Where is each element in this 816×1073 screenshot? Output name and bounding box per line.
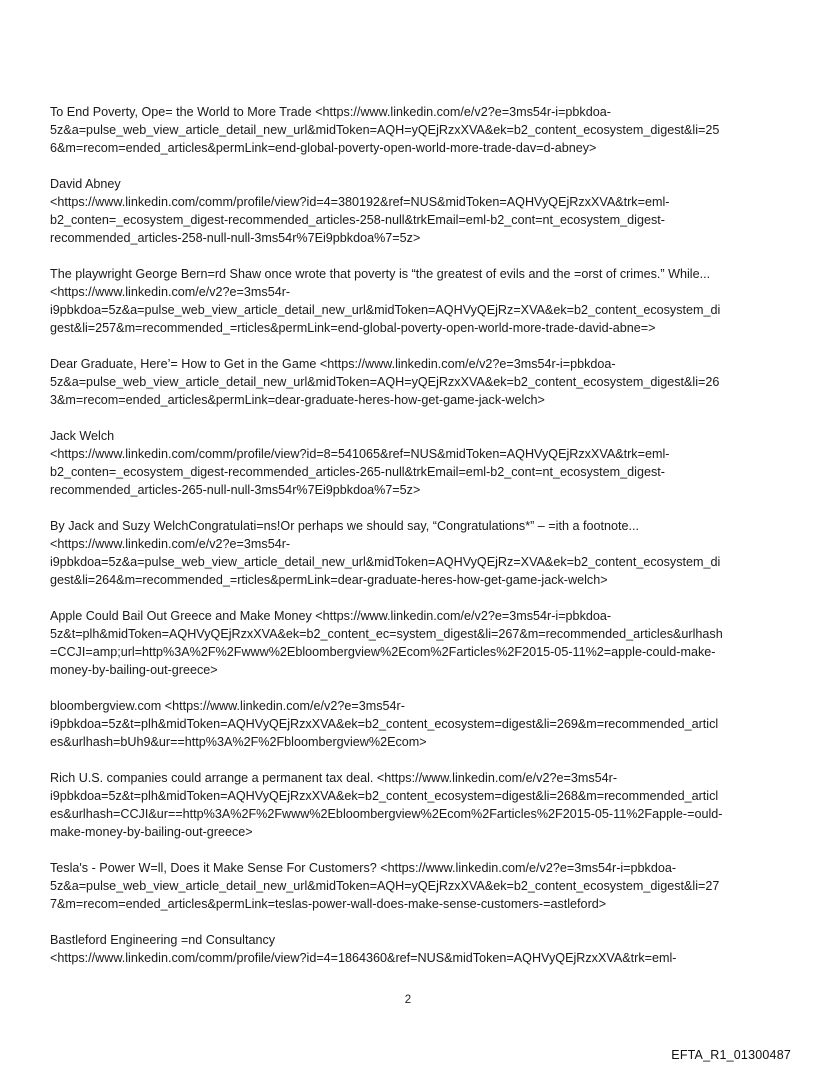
paragraph-author-david-abney: David Abney <https://www.linkedin.com/comm/profile/view?id=4=380192&ref=NUS&midToken=AQHVyQEjRzxXVA&trk=eml- b2_conten=_ecosystem_digest-recommended_articles-258-null&trkEmail=eml-b2_cont=nt_ecosystem_digest- recommended_articles-258-null-null-3ms54r%7Ei9pbkdoa%7=5z> <box>50 177 670 245</box>
paragraph-article-apple-greece-link: Apple Could Bail Out Greece and Make Money <https://www.linkedin.com/e/v2?e=3ms54r-i=pbkdoa- 5z&t=plh&midToken=AQHVyQEjRzxXVA&ek=b2_content_ec=system_digest&li=267&m=recommended_articles&urlhash =CCJI=amp;url=http%3A%2F%2Fwww%2Ebloombergview%2Ecom%2Farticles%2F2015-05-11%2=apple-could-make- money-by-bailing-out-greece> <box>50 609 723 677</box>
paragraph-bloombergview-link: bloombergview.com <https://www.linkedin.com/e/v2?e=3ms54r- i9pbkdoa=5z&t=plh&midToken=AQHVyQEjRzxXVA&ek=b2_content_ecosystem=digest&li=269&m=recommended_articl es&urlhash=bUh9&ur==http%3A%2F%2Fbloombergview%2Ecom> <box>50 699 719 749</box>
page-number: 2 <box>404 994 412 1006</box>
paragraph-apple-excerpt: Rich U.S. companies could arrange a permanent tax deal. <https://www.linkedin.com/e/v2?e=3ms54r- i9pbkdoa=5z&t=plh&midToken=AQHVyQEjRzxXVA&ek=b2_content_ecosystem=digest&li=268&m=recommended_articl es&urlhash=CCJI&ur==http%3A%2F%2Fwww%2Ebloombergview%2Ecom%2Farticles%2F2015-05-11%2Fapple-=ould- make-money-by-bailing-out-greece> <box>50 771 723 839</box>
paragraph-poverty-excerpt: The playwright George Bern=rd Shaw once wrote that poverty is “the greatest of evils and the =orst of crimes.” While... <https://www.linkedin.com/e/v2?e=3ms54r- i9pbkdoa=5z&a=pulse_web_view_article_detail_new_url&midToken=AQHVyQEjRz=XVA&ek=b2_content_ecosystem_di gest&li=257&m=recommended_=rticles&permLink=end-global-poverty-open-world-more-trade-david-abne=> <box>50 267 721 335</box>
paragraph-article-poverty-link: To End Poverty, Ope= the World to More Trade <https://www.linkedin.com/e/v2?e=3ms54r-i=pbkdoa- 5z&a=pulse_web_view_article_detail_new_url&midToken=AQH=yQEjRzxXVA&ek=b2_content_ecosystem_digest&li=25 6&m=recom=ended_articles&permLink=end-global-poverty-open-world-more-trade-dav=d-abney> <box>50 105 720 155</box>
document-body <box>50 103 774 985</box>
paragraph-article-graduate-link: Dear Graduate, Here’= How to Get in the Game <https://www.linkedin.com/e/v2?e=3ms54r-i=pbkdoa- 5z&a=pulse_web_view_article_detail_new_url&midToken=AQH=yQEjRzxXVA&ek=b2_content_ecosystem_digest&li=26 3&m=recom=ended_articles&permLink=dear-graduate-heres-how-get-game-jack-welch> <box>50 357 720 407</box>
paragraph-author-bastleford: Bastleford Engineering =nd Consultancy <https://www.linkedin.com/comm/profile/view?id=4=1864360&ref=NUS&midToken=AQHVyQEjRzxXVA&trk=eml- <box>50 933 677 965</box>
document-id-stamp: EFTA_R1_01300487 <box>671 1048 791 1062</box>
paragraph-article-tesla-link: Tesla's - Power W=ll, Does it Make Sense For Customers? <https://www.linkedin.com/e/v2?e=3ms54r-i=pbkdoa- 5z&a=pulse_web_view_article_detail_new_url&midToken=AQH=yQEjRzxXVA&ek=b2_content_ecosystem_digest&li=27 7&m=recom=ended_articles&permLink=teslas-power-wall-does-make-sense-customers-=astleford> <box>50 861 720 911</box>
paragraph-author-jack-welch: Jack Welch <https://www.linkedin.com/comm/profile/view?id=8=541065&ref=NUS&midToken=AQHVyQEjRzxXVA&trk=eml- b2_conten=_ecosystem_digest-recommended_articles-265-null&trkEmail=eml-b2_cont=nt_ecosystem_digest- recommended_articles-265-null-null-3ms54r%7Ei9pbkdoa%7=5z> <box>50 429 670 497</box>
paragraph-graduate-excerpt: By Jack and Suzy WelchCongratulati=ns!Or perhaps we should say, “Congratulations*” – =ith a footnote... <https://www.linkedin.com/e/v2?e=3ms54r- i9pbkdoa=5z&a=pulse_web_view_article_detail_new_url&midToken=AQHVyQEjRz=XVA&ek=b2_content_ecosystem_di gest&li=264&m=recommended_=rticles&permLink=dear-graduate-heres-how-get-game-jack-welch> <box>50 519 721 587</box>
